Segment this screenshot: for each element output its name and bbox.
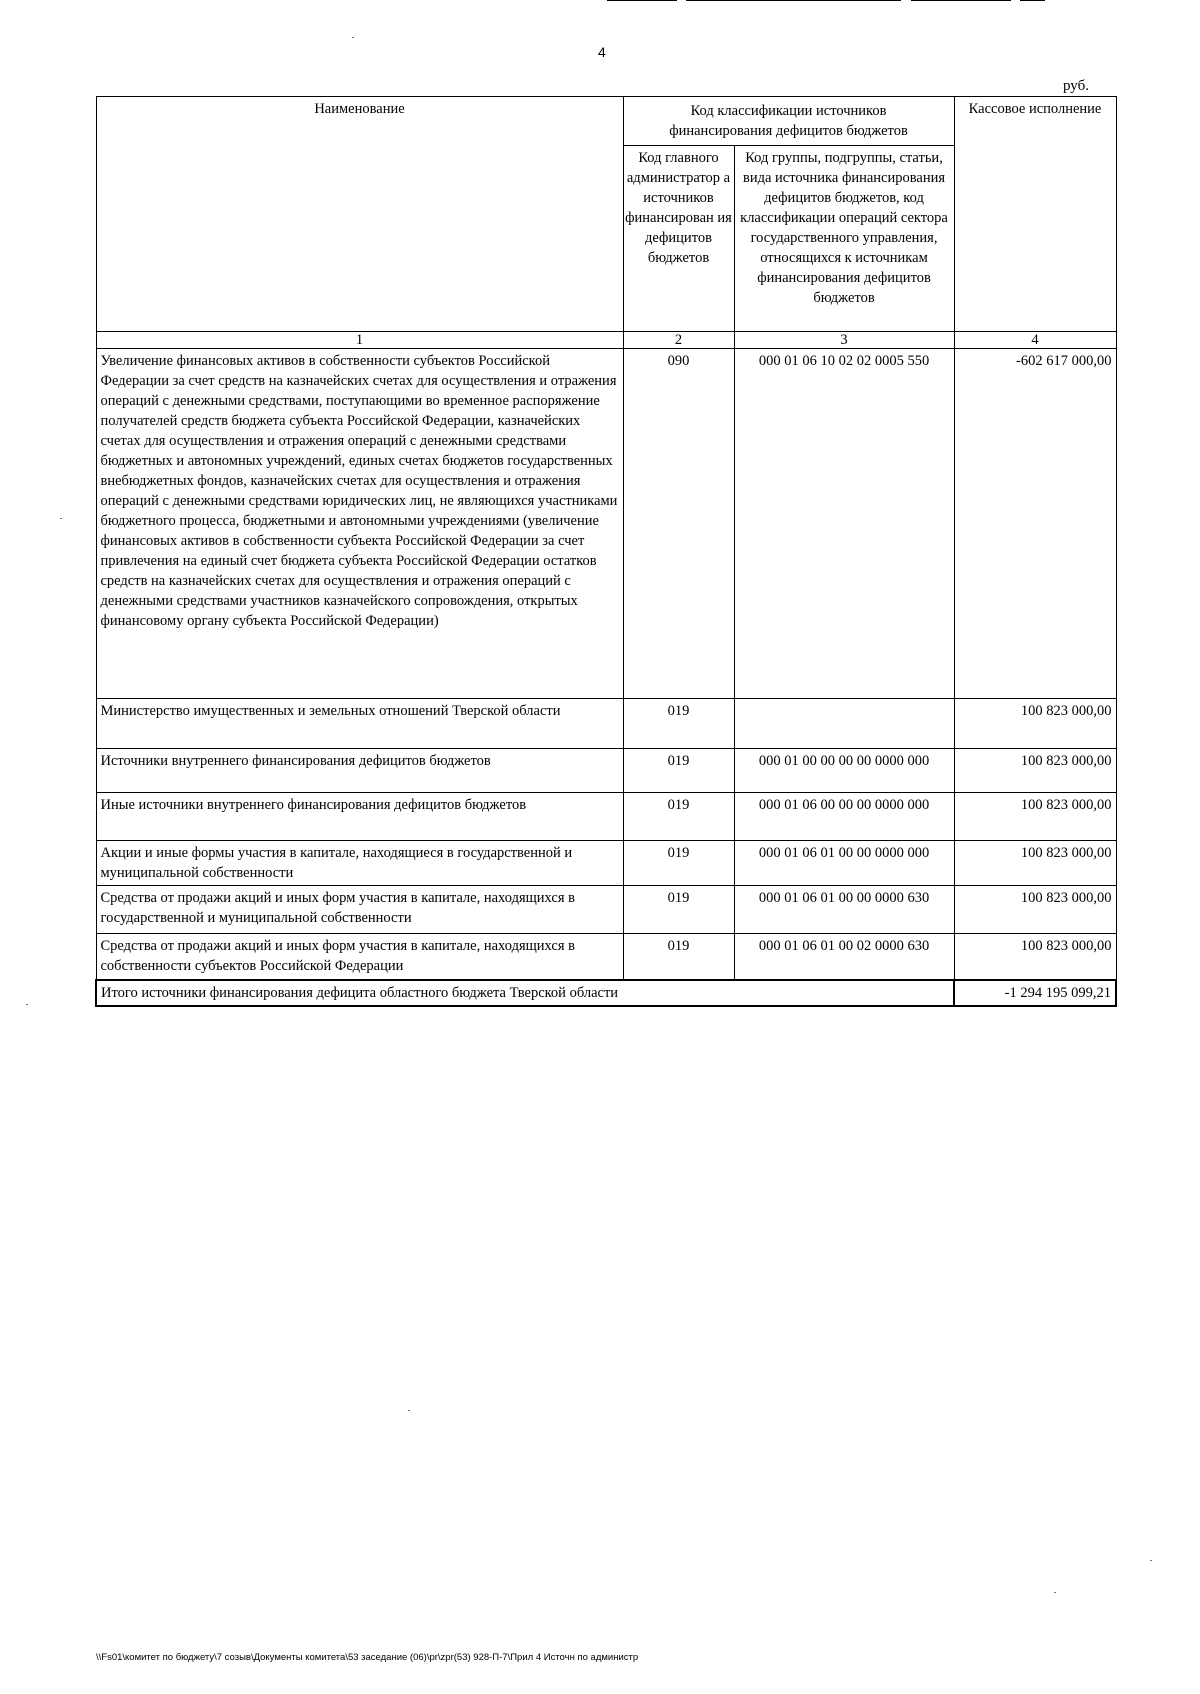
total-row [96,980,1116,1006]
header-admin-code: Код главного администратор а источников финансирован ия дефицитов бюджетов [623,146,734,332]
table-row [96,886,1116,934]
scan-speck [408,1410,410,1411]
scan-line-top [1020,0,1045,1]
file-path-footer: \\Fs01\комитет по бюджету\7 созыв\Документы комитета\53 заседание (06)\pr\zpr(53) 928-П-7\Прил 4 Источн по администр [96,1652,639,1663]
total-amount: -1 294 195 099,21 [954,980,1116,1006]
table-row [96,934,1116,980]
scan-line-top [911,0,1011,1]
row-name: Министерство имущественных и земельных отношений Тверской области [96,699,623,749]
row-classification-code: 000 01 00 00 00 00 0000 000 [734,749,954,793]
row-name: Увеличение финансовых активов в собственности субъектов Российской Федерации за счет средств на казначейских счетах для осуществления и отражения операций с денежными средствами, поступающими во временное распоряжение получателей средств бюджета субъекта Российской Федерации, казначейских счетах для осуществления и отражения операций с денежными средствами бюджетных и автономных учреждений, единых счетах бюджетов государственных внебюджетных фондов, казначейских счетах для осуществления и отражения операций с денежными средствами юридических лиц, не являющихся участниками бюджетного процесса, бюджетными и автономными учреждениями (увеличение финансовых активов в собственности субъекта Российской Федерации за счет привлечения на единый счет бюджета субъекта Российской Федерации остатков средств на казначейских счетах для осуществления и отражения операций с денежными средствами участников казначейского сопровождения, открытых финансовому органу субъекта Российской Федерации) [96,349,623,699]
header-group-code: Код группы, подгруппы, статьи, вида источника финансирования дефицитов бюджетов, код классификации операций сектора государственного управления, относящихся к источникам финансирования дефицитов бюджетов [734,146,954,332]
table-row [96,349,1116,699]
row-classification-code: 000 01 06 01 00 00 0000 630 [734,886,954,934]
row-amount: 100 823 000,00 [954,934,1116,980]
row-amount: 100 823 000,00 [954,886,1116,934]
page-number: 4 [598,44,606,60]
budget-sources-table [95,96,1117,1007]
column-number: 1 [96,332,623,349]
scan-speck [1054,1592,1056,1593]
scan-speck [1150,1560,1152,1561]
row-admin-code: 019 [623,699,734,749]
row-name: Средства от продажи акций и иных форм участия в капитале, находящихся в собственности субъектов Российской Федерации [96,934,623,980]
scan-speck [60,518,62,519]
header-name: Наименование [96,97,623,332]
row-amount: 100 823 000,00 [954,841,1116,886]
header-execution: Кассовое исполнение [954,97,1116,332]
row-admin-code: 019 [623,749,734,793]
total-label: Итого источники финансирования дефицита областного бюджета Тверской области [96,980,954,1006]
table-row [96,841,1116,886]
scan-line-top [686,0,901,1]
row-classification-code: 000 01 06 00 00 00 0000 000 [734,793,954,841]
row-classification-code: 000 01 06 01 00 02 0000 630 [734,934,954,980]
row-admin-code: 019 [623,934,734,980]
row-name: Источники внутреннего финансирования дефицитов бюджетов [96,749,623,793]
row-amount: 100 823 000,00 [954,699,1116,749]
row-classification-code: 000 01 06 01 00 00 0000 000 [734,841,954,886]
row-amount: -602 617 000,00 [954,349,1116,699]
row-name: Средства от продажи акций и иных форм участия в капитале, находящихся в государственной и муниципальной собственности [96,886,623,934]
table-row [96,793,1116,841]
row-admin-code: 019 [623,793,734,841]
row-amount: 100 823 000,00 [954,749,1116,793]
row-amount: 100 823 000,00 [954,793,1116,841]
row-name: Иные источники внутреннего финансирования дефицитов бюджетов [96,793,623,841]
table-row [96,699,1116,749]
scan-speck [352,37,354,38]
row-admin-code: 090 [623,349,734,699]
row-admin-code: 019 [623,841,734,886]
column-number: 3 [734,332,954,349]
currency-label: руб. [1063,78,1089,94]
row-classification-code [734,699,954,749]
row-admin-code: 019 [623,886,734,934]
row-classification-code: 000 01 06 10 02 02 0005 550 [734,349,954,699]
column-number: 4 [954,332,1116,349]
column-number: 2 [623,332,734,349]
scan-speck [26,1004,28,1005]
table-row [96,749,1116,793]
header-classification-group: Код классификации источников финансирования дефицитов бюджетов [623,97,954,146]
scan-line-top [607,0,677,1]
row-name: Акции и иные формы участия в капитале, находящиеся в государственной и муниципальной собственности [96,841,623,886]
